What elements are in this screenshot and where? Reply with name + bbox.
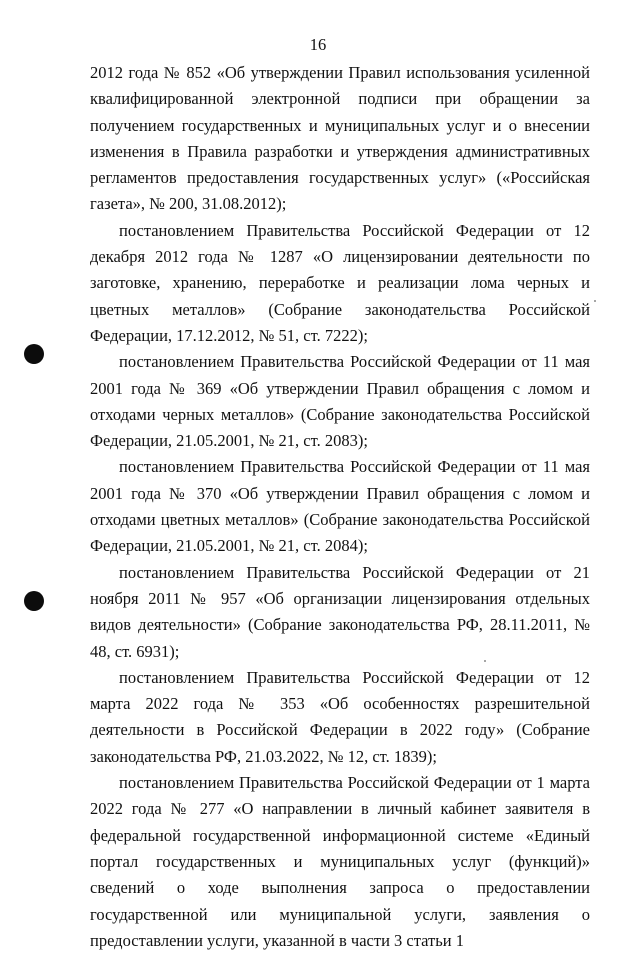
paragraph-decree-957: постановлением Правительства Российской Федерации от 21 ноября 2011 № 957 «Об организации лицензирования отдельных видов деятельности» (Собрание законодательства РФ, 28.11.2011, № 48, ст. 6931); <box>90 562 590 661</box>
punch-hole-top <box>24 344 44 364</box>
scan-speck <box>594 300 596 302</box>
paragraph-decree-370: постановлением Правительства Российской Федерации от 11 мая 2001 года № 370 «Об утверждении Правил обращения с ломом и отходами цветных металлов» (Собрание законодательства Российской Федерации, 21.05.2001, № 21, ст. 2084); <box>90 457 590 556</box>
paragraph-decree-353: постановлением Правительства Российской Федерации от 12 марта 2022 года № 353 «Об особенностях разрешительной деятельности в Российской Федерации в 2022 году» (Собрание законодательства РФ, 21.03.2022, № 12, ст. 1839); <box>90 667 590 766</box>
paragraph-decree-852-continued: 2012 года № 852 «Об утверждении Правил использования усиленной квалифицированной электронной подписи при обращении за получением государственных и муниципальных услуг и о внесении изменения в Правила разработки и утверждения административных регламентов предоставления государственных услуг» («Российская газета», № 200, 31.08.2012); <box>90 63 590 214</box>
paragraph-decree-277: постановлением Правительства Российской Федерации от 1 марта 2022 года № 277 «О направлении в личный кабинет заявителя в федеральной государственной информационной системе «Единый портал государственных и муниципальных услуг (функций)» сведений о ходе выполнения запроса о предоставлении государственной или муниципальной услуги, заявления о предоставлении услуги, указанной в части 3 статьи 1 <box>90 773 590 950</box>
paragraph-decree-1287: постановлением Правительства Российской Федерации от 12 декабря 2012 года № 1287 «О лицензировании деятельности по заготовке, хранению, переработке и реализации лома черных и цветных металлов» (Собрание законодательства Российской Федерации, 17.12.2012, № 51, ст. 7222); <box>90 220 590 345</box>
document-body <box>90 60 590 954</box>
page-number: 16 <box>309 35 327 54</box>
punch-hole-bottom <box>24 591 44 611</box>
paragraph-decree-369: постановлением Правительства Российской Федерации от 11 мая 2001 года № 369 «Об утверждении Правил обращения с ломом и отходами черных металлов» (Собрание законодательства Российской Федерации, 21.05.2001, № 21, ст. 2083); <box>90 352 590 451</box>
